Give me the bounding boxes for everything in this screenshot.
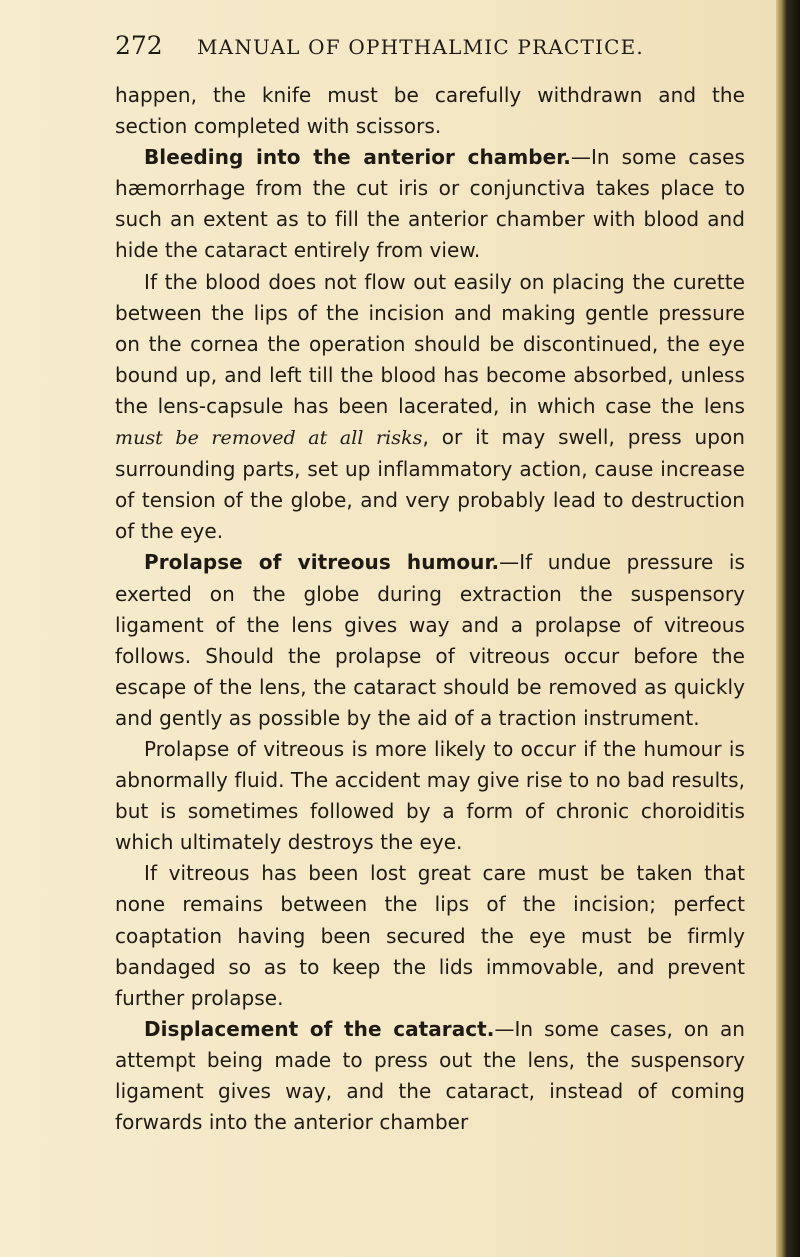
paragraph-text: Prolapse of vitreous is more likely to occur if the humour is abnormally fluid. The accident may give rise to no bad results, but is sometimes followed by a form of chronic choroiditis which ultimately destroys the eye. <box>115 736 746 855</box>
paragraph-text: —In some cases hæmorrhage from the cut iris or conjunctiva takes place to such an extent as to fill the anterior chamber with blood and hide the cataract entirely from view. <box>115 145 745 263</box>
paragraph-continued <box>115 80 745 142</box>
paragraph-text: If vitreous has been lost great care must be taken that none remains between the lips of the incision; perfect coaptation having been secured the eye must be firmly bandaged so as to keep the lids immovable, and prevent further prolapse. <box>115 861 745 1010</box>
paragraph-bleeding <box>115 142 745 266</box>
paragraph-text: —In some cases, on an attempt being made to press out the lens, the suspensory ligament gives way, and the cataract, instead of coming forwards into the anterior chamber <box>115 1016 745 1135</box>
paragraph-blood-flow <box>115 267 745 548</box>
paragraph-text: If the blood does not flow out easily on placing the curette between the lips of the incision and making gentle pressure on the cornea the operation should be discontinued, the eye bound up, and left till the blood has become absorbed, unless the lens-capsule has been lacerated, in which case the lens <box>115 269 745 418</box>
paragraph-displacement <box>115 1014 745 1138</box>
page-header <box>115 31 755 65</box>
paragraph-text: —If undue pressure is exerted on the globe during extraction the suspensory ligament of the lens gives way and a prolapse of vitreous follows. Should the prolapse of vitreous occur before the escape of the lens, the cataract should be removed as quickly and gently as possible by the aid of a traction instrument. <box>115 550 745 730</box>
section-heading-prolapse: Prolapse of vitreous humour. <box>144 550 500 575</box>
book-spine-edge <box>776 0 800 1257</box>
italic-phrase: must be removed at all risks <box>115 427 423 450</box>
running-title: MANUAL OF OPHTHALMIC PRACTICE. <box>197 35 644 59</box>
paragraph-text: happen, the knife must be carefully withdrawn and the section completed with scissors. <box>115 83 745 139</box>
page-number: 272 <box>115 31 163 60</box>
body-text <box>115 80 745 1138</box>
section-heading-displacement: Displacement of the cataract. <box>144 1016 495 1041</box>
section-heading-bleeding: Bleeding into the anterior chamber. <box>144 145 571 170</box>
paragraph-prolapse <box>115 547 745 734</box>
paragraph-vitreous-lost <box>115 858 745 1013</box>
paragraph-text: , or it may swell, press upon surrounding parts, set up inflammatory action, cause increase of tension of the globe, and very probably lead to destruction of the eye. <box>115 425 746 544</box>
paragraph-prolapse-likelihood <box>115 734 745 858</box>
